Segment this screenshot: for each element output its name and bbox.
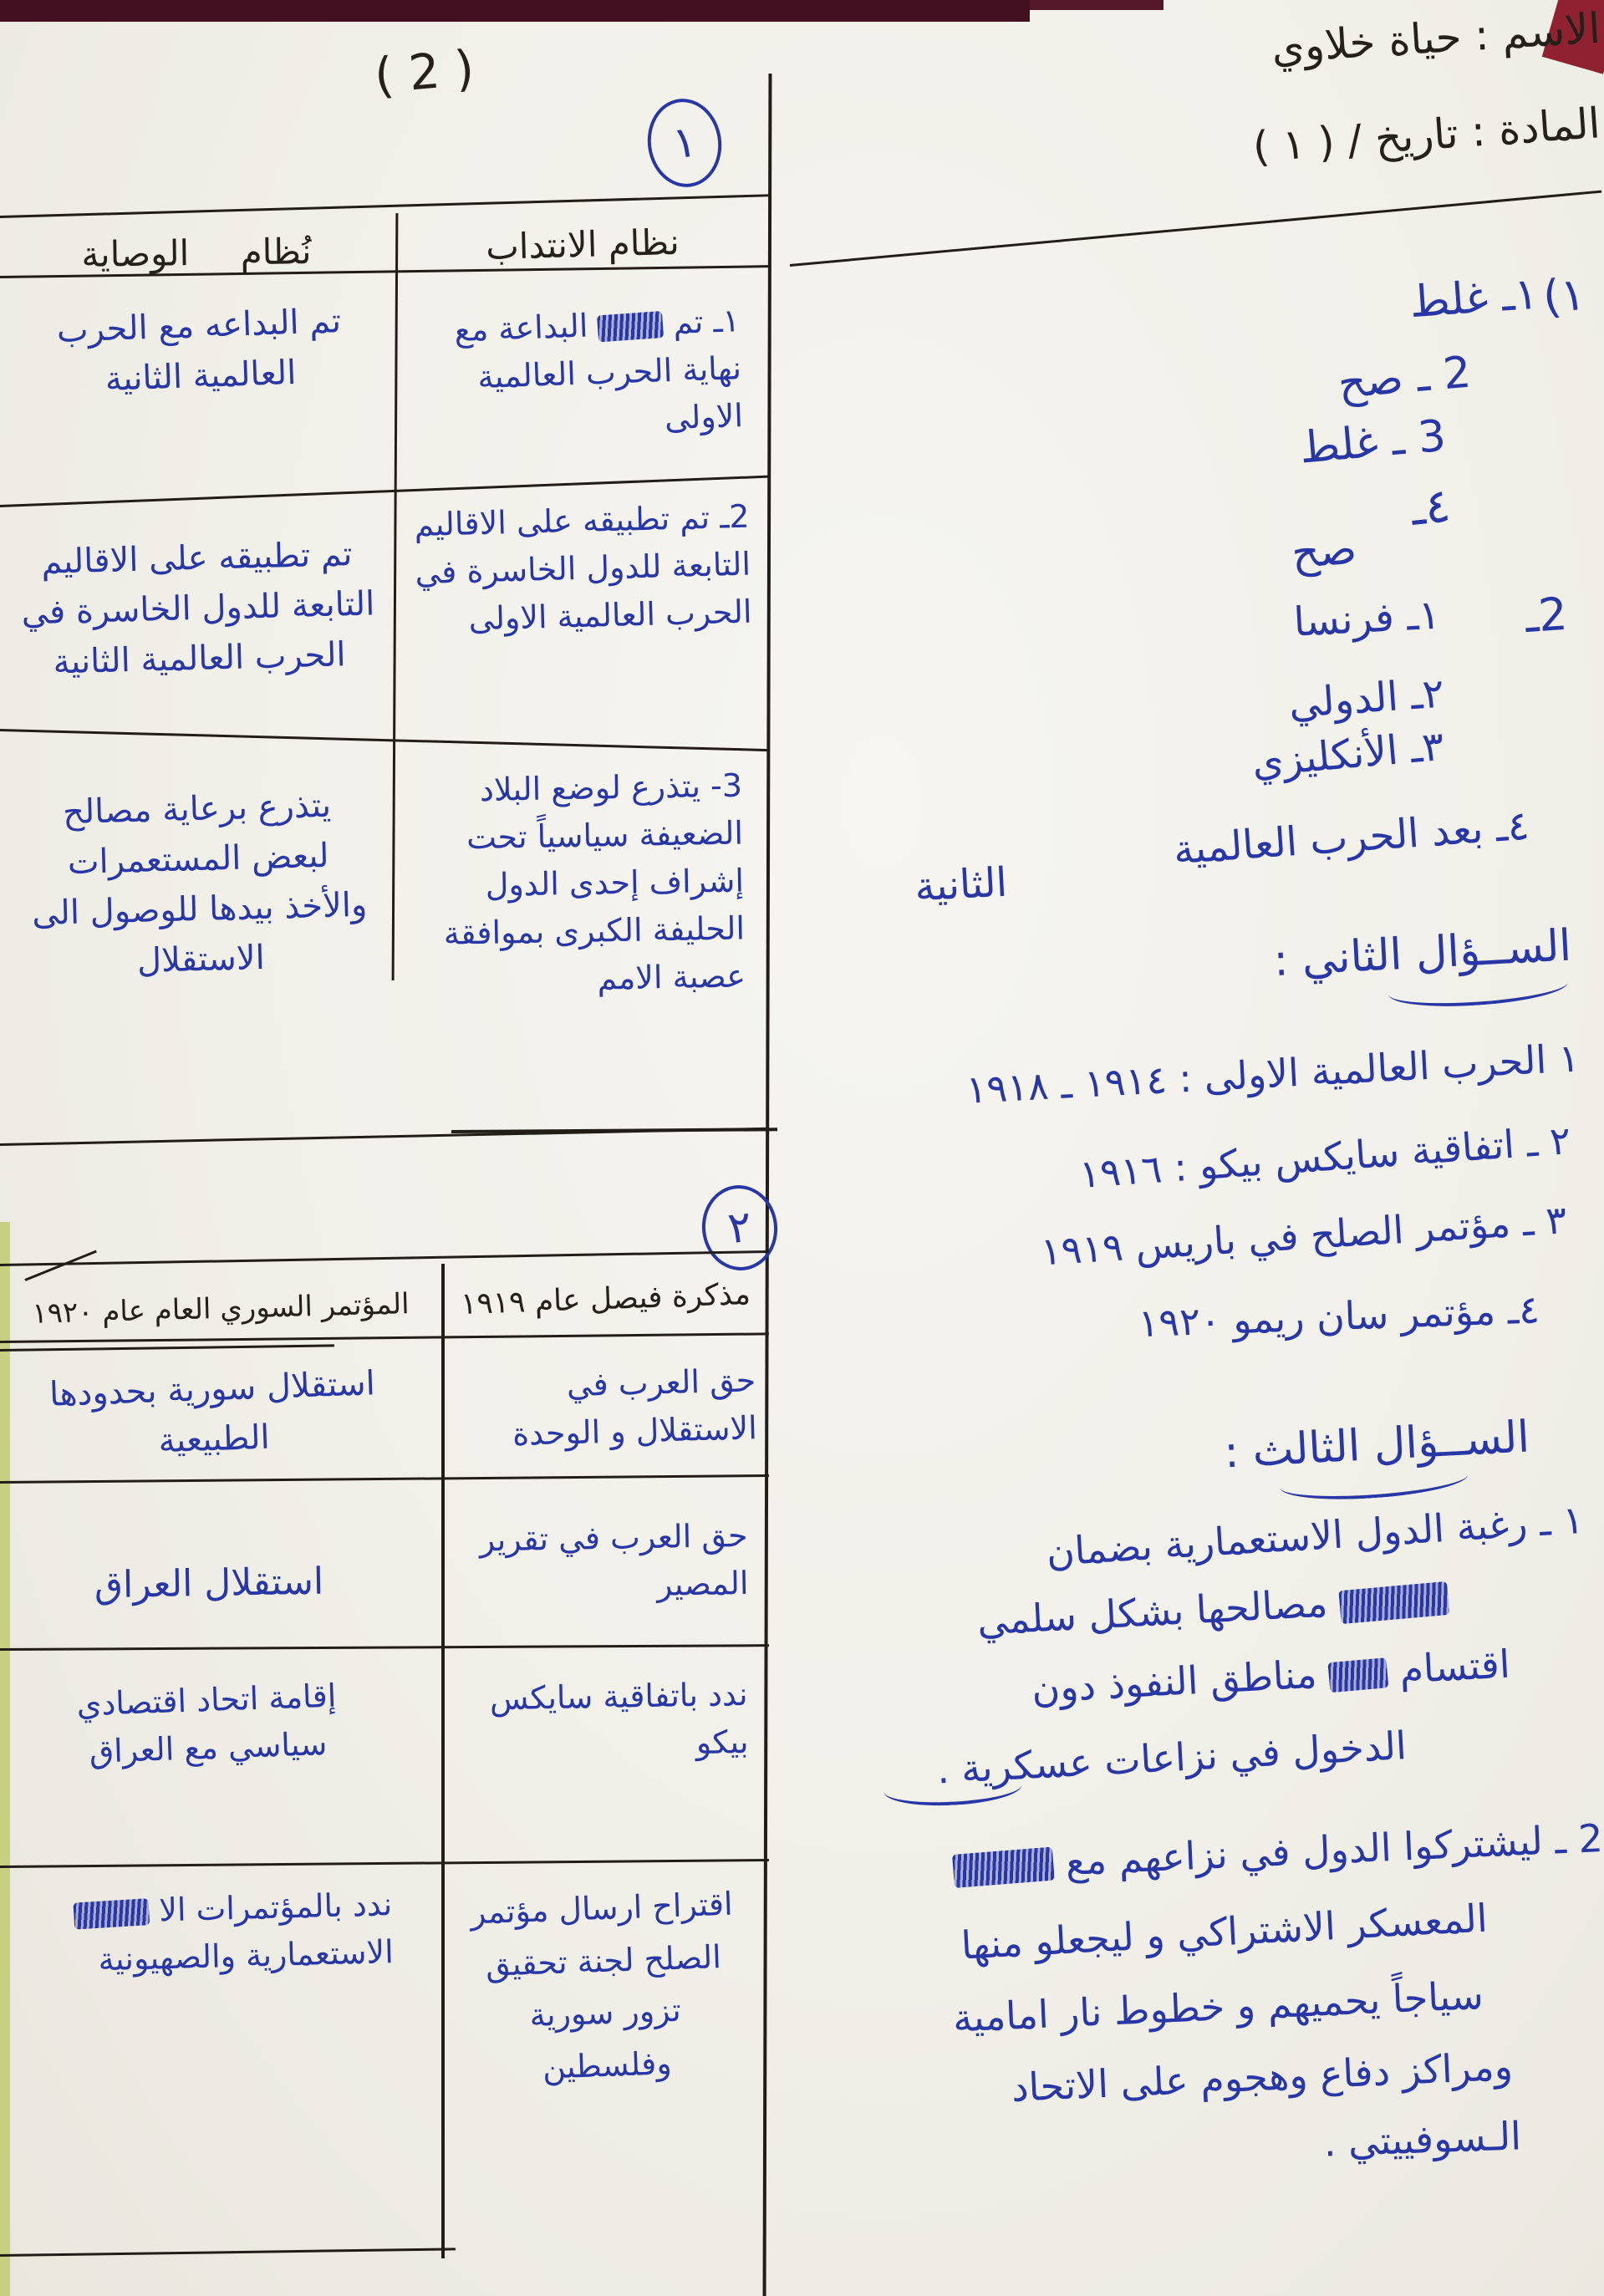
table1-header-mandate: نظام الانتداب [485, 221, 680, 268]
table1-cell-r3-trusteeship: يتذرع برعاية مصالح لبعض المستعمرات والأخذ بيدها للوصول الى الاستقلال [31, 786, 368, 980]
scribbled-out-word [597, 311, 664, 342]
table2-cell-r4-right: اقتراح ارسال مؤتمر الصلح لجنة تحقيق تزور سورية وفلسطين [470, 1885, 734, 2086]
section3-item2-line5: الـسوفييتي . [1322, 2113, 1522, 2166]
section2-item4: ٤ـ مؤتمر سان ريمو ١٩٢٠ [1137, 1286, 1540, 1347]
header-underline [790, 191, 1601, 267]
section2-item2: ٢ ـ اتفاقية سايكس بيكو : ١٩١٦ [1077, 1117, 1572, 1197]
table1-cell-r2-trusteeship: تم تطبيقه على الاقاليم التابعة للدول الخاسرة في الحرب العالمية الثانية [21, 535, 375, 682]
table2-header-bottom-stroke2 [0, 1344, 334, 1352]
answer-q2-item1: ١ـ فرنسا [1292, 591, 1442, 646]
table1-r1-mandate-text: البداعة مع نهاية الحرب العالمية الاولى [453, 307, 744, 437]
answer-q1-item1: ١ـ غلط [1408, 268, 1540, 328]
table2-r4-left-text-a: ندد بالمؤتمرات الا [158, 1886, 393, 1929]
scribbled-out-word [952, 1846, 1055, 1887]
answer-q1-label: ١) [1540, 267, 1588, 324]
section3-item1-line2-text: مصالحها بشكل سلمي [975, 1580, 1329, 1644]
answer-q2-item4-part1: ٤ـ بعد الحرب العالمية [1172, 802, 1531, 874]
answer-q2-item4-part2: الثانية [913, 858, 1009, 911]
scan-left-edge-strip [0, 1222, 10, 2296]
answer-q1-item2: 2 ـ صح [1336, 347, 1474, 410]
table2-row2-divider [0, 1644, 769, 1651]
section3-item1-line2 [909, 1574, 1449, 1647]
table2-cell-r3-right: ندد باتفاقية سايكس بيكو [489, 1675, 749, 1762]
page-fold-line [763, 74, 772, 2296]
table2-cell-r1-right: حق العرب في الاستقلال و الوحدة [512, 1362, 758, 1453]
scribbled-out-word [73, 1898, 150, 1929]
table2-cell-r1-left: استقلال سورية بحدودها الطبيعية [48, 1364, 376, 1461]
table1-cell-r1-mandate [411, 297, 744, 451]
table2-bottom-line [0, 2248, 456, 2257]
answer-q1-item4-value: صح [1290, 523, 1358, 579]
scan-top-band [0, 0, 1030, 22]
section3-item2-line1 [835, 1815, 1603, 1894]
section2-title: الســؤال الثاني : [1272, 920, 1573, 987]
table1-top-line [0, 194, 769, 218]
table1-r1-mandate-prefix: ١ـ تم [672, 302, 741, 341]
table2-r4-left-text-b: الاستعمارية والصهيونية [97, 1933, 395, 1978]
table2-row3-divider [0, 1859, 769, 1868]
answer-q2-label: 2ـ [1523, 587, 1570, 644]
section2-item1: ١ الحرب العالمية الاولى : ١٩١٤ ـ ١٩١٨ [965, 1035, 1581, 1112]
table1-header-trusteeship: نُظام الوصاية [81, 231, 312, 275]
table1-column-divider [392, 213, 399, 980]
question2-circle-marker [698, 1182, 782, 1275]
section3-title-underline [1280, 1473, 1469, 1504]
table2-cell-r2-right: حق العرب في تقرير المصير [479, 1516, 749, 1603]
section3-item1-line3 [795, 1642, 1511, 1724]
section2-item3: ٣ ـ مؤتمر الصلح في باريس ١٩١٩ [1039, 1197, 1568, 1275]
table1-cell-r1-trusteeship: تم البداعه مع الحرب العالمية الثانية [56, 302, 342, 399]
table1-row2-divider [0, 729, 769, 751]
section3-item1-line4: الدخول في نزاعات عسكرية . [935, 1723, 1408, 1793]
table2-cell-r3-left: إقامة اتحاد اقتصادي سياسي مع العراق [75, 1677, 338, 1770]
page-number: ( 2 ) [372, 38, 476, 105]
answer-q1-item3: 3 ـ غلط [1297, 410, 1449, 474]
question1-circle-marker [642, 94, 727, 191]
table2-top-line [0, 1250, 769, 1266]
table2-header-bottom-line [0, 1332, 769, 1343]
table2-column-divider [441, 1264, 445, 2258]
table2-header-faisal-memo: مذكرة فيصل عام ١٩١٩ [460, 1276, 751, 1322]
table2-row1-divider [0, 1474, 769, 1484]
section3-item2-line1-text: 2 ـ ليشتركوا الدول في نزاعهم مع [1064, 1815, 1604, 1885]
answer-q2-item3: ٣ـ الأنكليزي [1250, 722, 1446, 787]
answer-q1-item4-number: ٤ـ [1408, 478, 1454, 537]
section3-item2-line4: ومراكز دفاع وهجوم على الاتحاد [1010, 2043, 1514, 2110]
section3-title: الســؤال الثالث : [1223, 1412, 1531, 1479]
scan-top-band-thin [1030, 0, 1164, 10]
section3-item2-line2: المعسكر الاشتراكي و ليجعلو منها [960, 1895, 1489, 1968]
subject-line: المادة : تاريخ / ( ١ ) [1251, 99, 1602, 172]
answer-q2-item2: ٢ـ الدولي [1287, 669, 1446, 728]
table2-cell-r4-left [14, 1881, 395, 1986]
section3-item1-line1: ١ ـ رغبة الدول الاستعمارية بضمان [1045, 1496, 1586, 1576]
table2-top-hook [24, 1250, 96, 1281]
question2-circle-number: ٢ [725, 1201, 755, 1255]
scribbled-out-word [1338, 1581, 1449, 1623]
table1-cell-r3-mandate: 3- يتذرع لوضع البلاد الضعيفة سياسياً تحت إشراف إحدى الدول الحليفة الكبرى بموافقة عصبة الامم [443, 766, 746, 997]
section3-item1-line3-text-b: مناطق النفوذ دون [1030, 1651, 1318, 1712]
student-name-line: الاسم : حياة خلاوي [1270, 3, 1602, 73]
section2-title-underline [1388, 980, 1569, 1011]
table1-cell-r2-mandate: 2ـ تم تطبيقه على الاقاليم التابعة للدول الخاسرة في الحرب العالمية الاولى [413, 497, 752, 638]
section3-item1-line3-text-a: اقتسام [1398, 1641, 1511, 1693]
table2-cell-r2-left: استقلال العراق [94, 1560, 324, 1607]
question1-circle-number: ١ [669, 116, 700, 170]
section3-item2-line3: سياجاً يحميهم و خطوط نار امامية [951, 1972, 1484, 2041]
table2-header-syrian-congress: المؤتمر السوري العام عام ١٩٢٠ [31, 1287, 410, 1331]
scribbled-out-word [1328, 1657, 1389, 1693]
